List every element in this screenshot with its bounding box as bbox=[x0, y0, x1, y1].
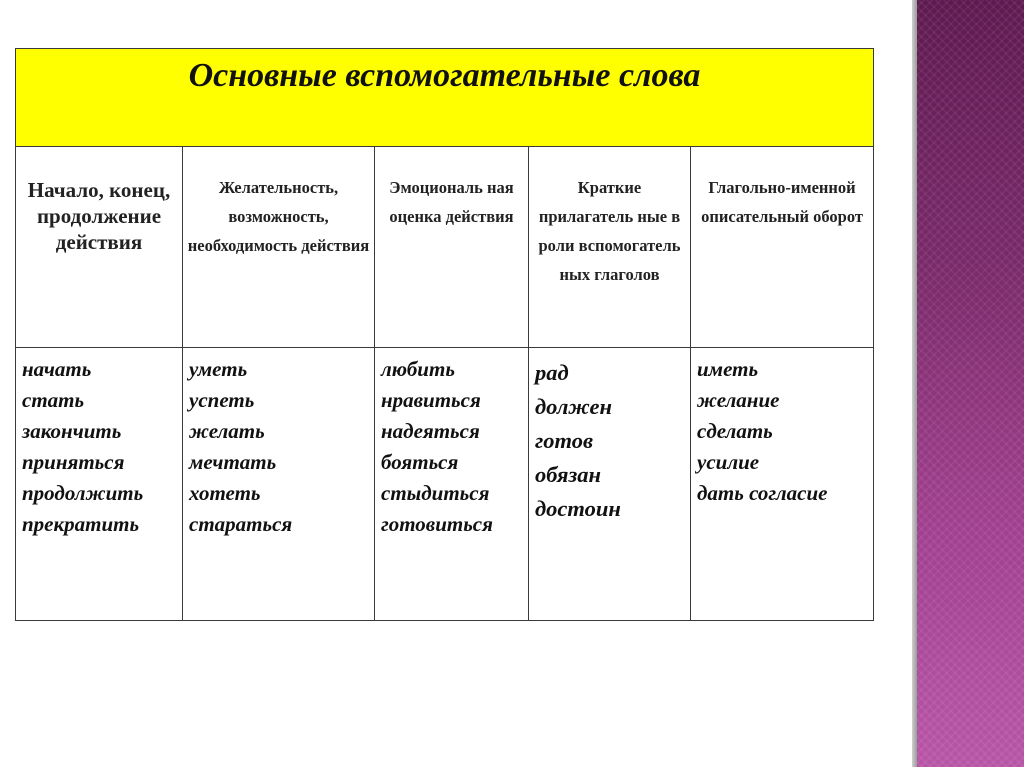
words-cell bbox=[375, 348, 529, 621]
word-list-start-end bbox=[16, 348, 182, 540]
list-item: хотеть bbox=[189, 481, 261, 505]
auxiliary-words-table bbox=[15, 48, 874, 621]
column-header-verbal-nominal: Глагольно-именной описательный оборот bbox=[701, 178, 863, 226]
list-item: должен bbox=[535, 394, 613, 419]
column-header-cell bbox=[16, 147, 183, 348]
list-item: любить bbox=[381, 357, 455, 381]
decorative-side-band bbox=[912, 0, 1024, 767]
words-cell bbox=[529, 348, 691, 621]
word-list-emotional bbox=[375, 348, 528, 540]
list-item: успеть bbox=[189, 388, 255, 412]
table-title: Основные вспомогательные слова bbox=[188, 57, 701, 94]
list-item: готовиться bbox=[381, 512, 493, 536]
list-item: дать согласие bbox=[697, 481, 828, 505]
list-item: достоин bbox=[535, 496, 621, 521]
word-list-desirability bbox=[183, 348, 374, 540]
list-item: закончить bbox=[22, 419, 122, 443]
column-header-cell bbox=[183, 147, 375, 348]
words-row bbox=[16, 348, 874, 621]
list-item: приняться bbox=[22, 450, 125, 474]
title-cell bbox=[16, 49, 874, 147]
column-header-short-adjectives: Краткие прилагатель ные в роли вспомогатель ных глаголов bbox=[538, 178, 681, 284]
header-row bbox=[16, 147, 874, 348]
word-list-verbal-nominal bbox=[691, 348, 873, 509]
list-item: надеяться bbox=[381, 419, 480, 443]
column-header-cell bbox=[691, 147, 874, 348]
word-list-short-adjectives bbox=[529, 348, 690, 526]
column-header-cell bbox=[375, 147, 529, 348]
list-item: желание bbox=[697, 388, 780, 412]
list-item: уметь bbox=[189, 357, 248, 381]
words-cell bbox=[16, 348, 183, 621]
list-item: нравиться bbox=[381, 388, 481, 412]
side-band-edge bbox=[912, 0, 917, 767]
list-item: стать bbox=[22, 388, 85, 412]
list-item: мечтать bbox=[189, 450, 277, 474]
words-cell bbox=[691, 348, 874, 621]
list-item: продолжить bbox=[22, 481, 144, 505]
list-item: стараться bbox=[189, 512, 293, 536]
list-item: рад bbox=[535, 360, 569, 385]
list-item: бояться bbox=[381, 450, 459, 474]
list-item: начать bbox=[22, 357, 92, 381]
column-header-cell bbox=[529, 147, 691, 348]
list-item: стыдиться bbox=[381, 481, 490, 505]
list-item: готов bbox=[535, 428, 594, 453]
words-cell bbox=[183, 348, 375, 621]
column-header-start-end: Начало, конец, продолжение действия bbox=[27, 178, 171, 254]
list-item: обязан bbox=[535, 462, 602, 487]
list-item: иметь bbox=[697, 357, 759, 381]
column-header-desirability: Желательность, возможность, необходимость действия bbox=[187, 178, 370, 255]
column-header-emotional: Эмоциональ ная оценка действия bbox=[389, 178, 514, 226]
list-item: желать bbox=[189, 419, 265, 443]
list-item: сделать bbox=[697, 419, 773, 443]
list-item: усилие bbox=[697, 450, 760, 474]
list-item: прекратить bbox=[22, 512, 140, 536]
title-row bbox=[16, 49, 874, 147]
